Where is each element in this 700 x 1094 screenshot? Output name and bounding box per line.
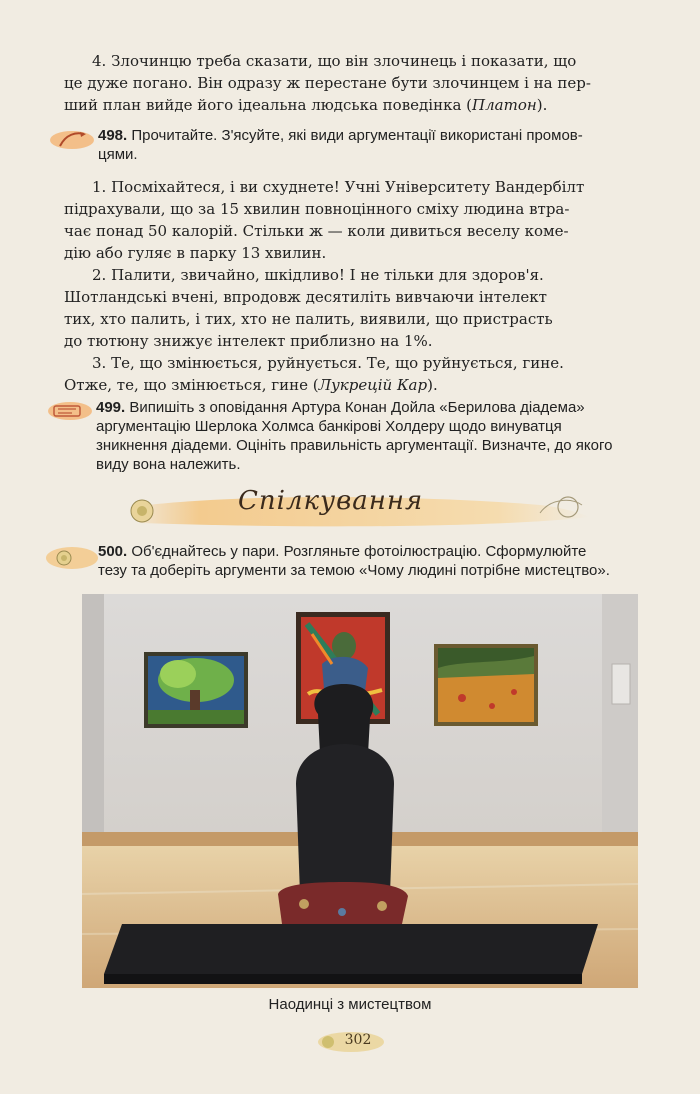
exercise-498-number: 498. [98, 127, 128, 144]
exercise-499-instructions [96, 398, 661, 474]
exercise-498-marker-icon [50, 128, 96, 150]
exercise-498-author: Лукрецій Кар [318, 376, 428, 394]
para-3-line-1: 3. Те, що змінюється, руйнується. Те, що руйнується, гине. [92, 354, 564, 372]
exercise-500-line-1: Об'єднайтесь у пари. Розгляньте фотоілюстрацію. Сформулюйте [127, 543, 587, 560]
item-4-author: Платон [472, 96, 537, 114]
painting-tree [144, 652, 248, 728]
para-3-tail: ). [427, 376, 438, 394]
exercise-498-instructions [98, 126, 658, 164]
para-2-line-1: 2. Палити, звичайно, шкідливо! І не тільки для здоров'я. [92, 266, 544, 284]
item-4-text [64, 50, 654, 116]
page-number: 302 [344, 1032, 372, 1048]
exercise-498-para-3 [64, 352, 654, 396]
para-1-line-3: чає понад 50 калорій. Стільки ж — коли дивиться веселу коме- [64, 222, 569, 240]
para-2-line-2: Шотландські вчені, впродовж десятиліть вивчаючи інтелект [64, 288, 547, 306]
item-4-line-2: це дуже погано. Він одразу ж перестане бути злочинцем і на пер- [64, 74, 591, 92]
exercise-499-line-4: виду вона належить. [96, 456, 241, 473]
exercise-498-para-2 [64, 264, 654, 352]
item-4-line-3 [64, 94, 654, 116]
exercise-498-line-1: Прочитайте. З'ясуйте, які види аргументації використані промов- [127, 127, 583, 144]
exercise-499-line-3: зникнення діадеми. Оцініть правильність аргументації. Визначте, до якого [96, 437, 613, 454]
exercise-498-para-1 [64, 176, 654, 264]
exercise-500-number: 500. [98, 543, 128, 560]
exercise-498-line-2: цями. [98, 146, 138, 163]
painting-field [434, 644, 538, 726]
exercise-499-marker-icon [48, 400, 94, 422]
exercise-499-line-2: аргументацію Шерлока Холмса банкірові Холдеру щодо винуватця [96, 418, 562, 435]
item-4-line-1: 4. Злочинцю треба сказати, що він злочинець і показати, що [92, 52, 577, 70]
exercise-499-line-1: Випишіть з оповідання Артура Конан Дойла «Берилова діадема» [125, 399, 585, 416]
para-2-line-3: тих, хто палить, і тих, хто не палить, виявили, що пристрасть [64, 310, 553, 328]
item-4-line-3-text: ший план вийде його ідеальна людська поведінка ( [64, 96, 473, 114]
para-2-line-4: до тютюну знижує інтелект приблизно на 1%. [64, 332, 433, 350]
exercise-500-instructions [98, 542, 658, 580]
para-1-line-2: підрахували, що за 15 хвилин повноцінного сміху людина втра- [64, 200, 570, 218]
section-title: Спілкування [238, 486, 424, 516]
exercise-499-number: 499. [96, 399, 126, 416]
para-1-line-4: дію або гуляє в парку 13 хвилин. [64, 244, 327, 262]
exercise-500-line-2: тезу та доберіть аргументи за темою «Чому людині потрібне мистецтво». [98, 562, 610, 579]
item-4-tail: ). [536, 96, 548, 114]
para-3-line-2 [64, 374, 654, 396]
para-3-line-2-text: Отже, те, що змінюється, гине ( [64, 376, 319, 394]
gallery-bench [104, 924, 598, 984]
gallery-photo [82, 594, 638, 988]
photo-caption: Наодинці з мистецтвом [268, 996, 432, 1013]
exercise-500-marker-icon [46, 545, 98, 571]
para-1-line-1: 1. Посміхайтеся, і ви схуднете! Учні Університету Вандербілт [92, 178, 585, 196]
